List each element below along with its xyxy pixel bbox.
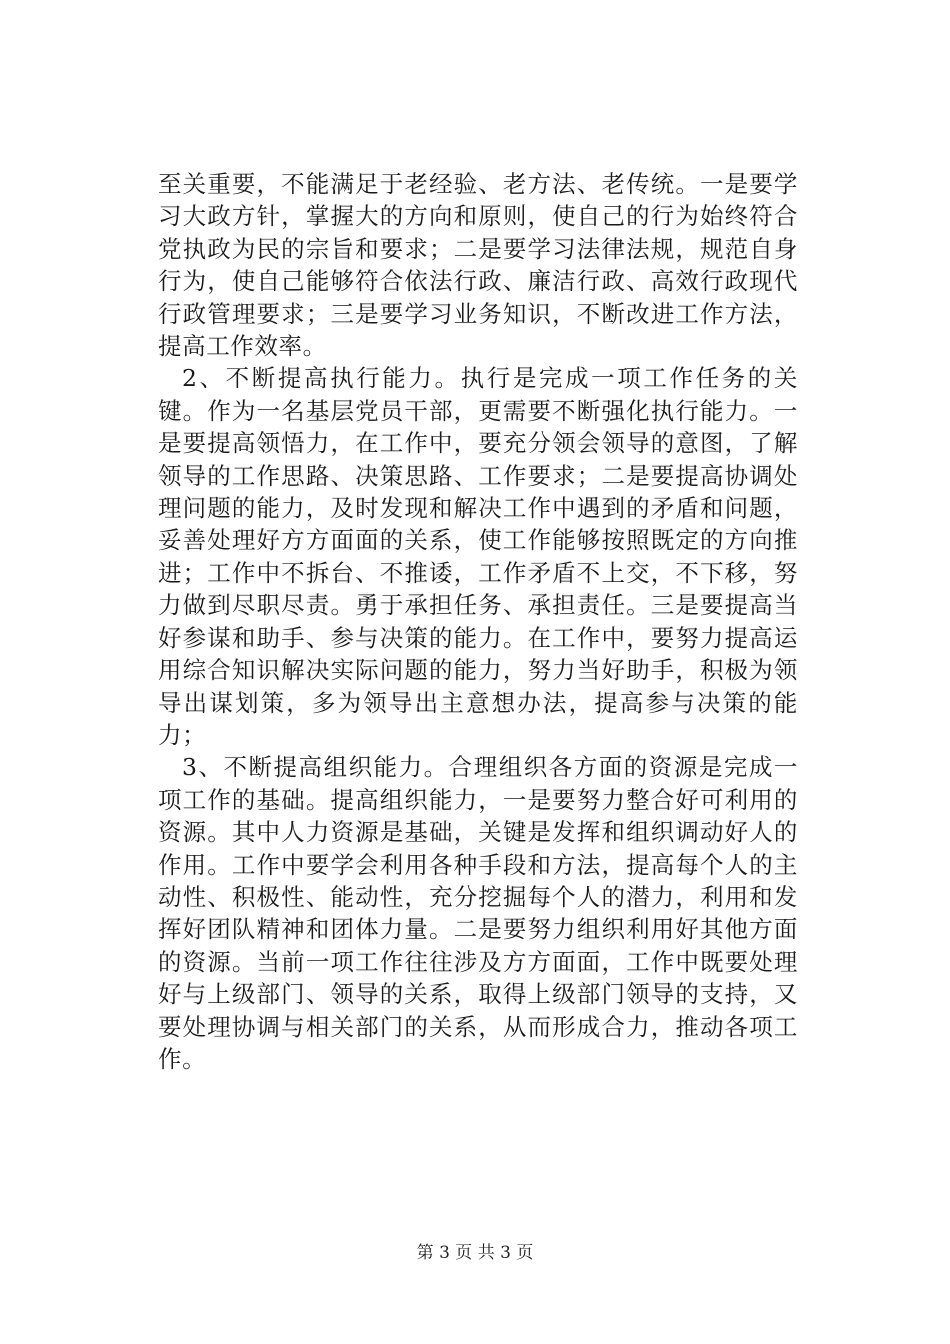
paragraph-execution-ability: 2、不断提高执行能力。执行是完成一项工作任务的关键。作为一名基层党员干部，更需要不断强化执行能力。一是要提高领悟力，在工作中，要充分领会领导的意图，了解领导的工作思路、决策思路、工作要求；二是要提高协调处理问题的能力，及时发现和解决工作中遇到的矛盾和问题，妥善处理好方方面面的关系，使工作能够按照既定的方向推进；工作中不拆台、不推诿，工作矛盾不上交，不下移，努力做到尽职尽责。勇于承担任务、承担责任。三是要提高当好参谋和助手、参与决策的能力。在工作中，要努力提高运用综合知识解决实际问题的能力，努力当好助手，积极为领导出谋划策，多为领导出主意想办法，提高参与决策的能力； [158, 364, 798, 749]
paragraph-continuation: 至关重要，不能满足于老经验、老方法、老传统。一是要学习大政方针，掌握大的方向和原则，使自己的行为始终符合党执政为民的宗旨和要求；二是要学习法律法规，规范自身行为，使自己能够符合依法行政、廉洁行政、高效行政现代行政管理要求；三是要学习业务知识，不断改进工作方法，提高工作效率。 [158, 170, 798, 361]
paragraph-organization-ability: 3、不断提高组织能力。合理组织各方面的资源是完成一项工作的基础。提高组织能力，一是要努力整合好可利用的资源。其中人力资源是基础，关键是发挥和组织调动好人的作用。工作中要学会利用各种手段和方法，提高每个人的主动性、积极性、能动性，充分挖掘每个人的潜力，利用和发挥好团队精神和团体力量。二是要努力组织利用好其他方面的资源。当前一项工作往往涉及方方面面，工作中既要处理好与上级部门、领导的关系，取得上级部门领导的支持，又要处理协调与相关部门的关系，从而形成合力，推动各项工作。 [158, 753, 798, 1073]
page-footer: 第 3 页 共 3 页 [416, 1243, 534, 1263]
document-body [158, 168, 798, 1075]
